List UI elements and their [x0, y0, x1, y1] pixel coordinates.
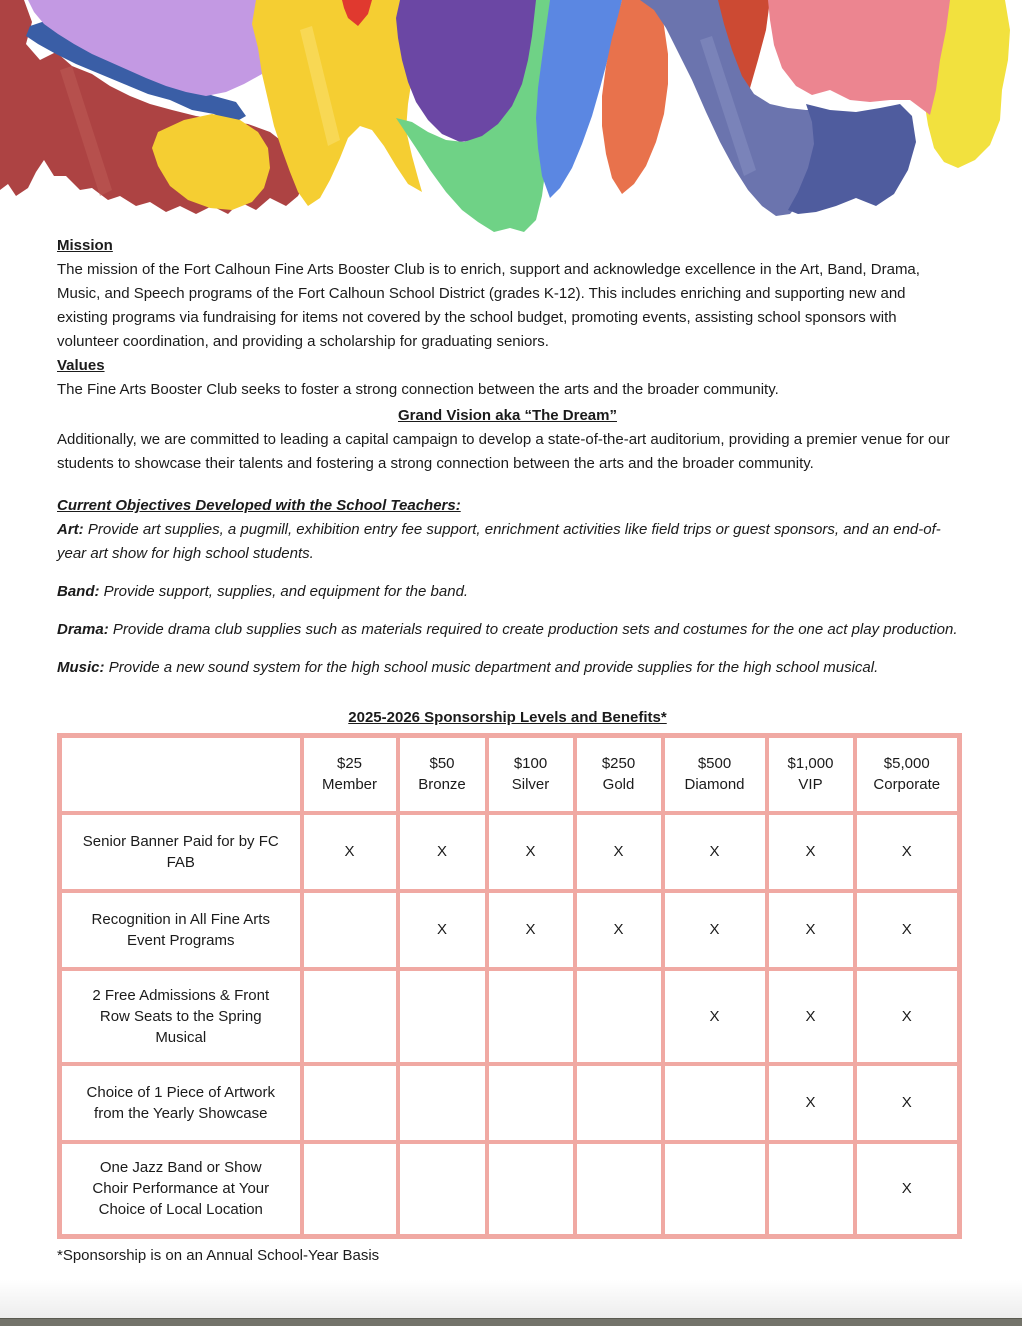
mark-cell: X — [855, 1142, 960, 1237]
tier-header-member: $25 Member — [302, 736, 398, 813]
mark-cell: X — [398, 891, 487, 969]
table-row — [60, 969, 960, 1064]
table-row — [60, 891, 960, 969]
mark-cell: X — [855, 813, 960, 891]
table-row — [60, 1142, 960, 1237]
objective-band-label: Band: — [57, 583, 100, 600]
mark-cell: X — [302, 813, 398, 891]
mark-cell — [302, 1064, 398, 1142]
mark-cell: X — [767, 969, 855, 1064]
header-empty-cell — [60, 736, 302, 813]
mark-cell — [302, 969, 398, 1064]
mark-cell: X — [663, 969, 767, 1064]
values-paragraph: The Fine Arts Booster Club seeks to foster a strong connection between the arts and the broader community. — [57, 381, 779, 398]
benefit-cell: Senior Banner Paid for by FC FAB — [60, 813, 302, 891]
benefit-cell: One Jazz Band or Show Choir Performance at Your Choice of Local Location — [60, 1142, 302, 1237]
objective-band-text: Provide support, supplies, and equipment for the band. — [103, 583, 469, 600]
mission-paragraph: The mission of the Fort Calhoun Fine Arts Booster Club is to enrich, support and acknowledge excellence in the Art, Band, Drama, Music, and Speech programs of the Fort Calhoun School District (grades K-12). This includes enriching and supporting new and existing programs via fundraising for items not covered by the school budget, promoting events, assisting school sponsors with volunteer coordination, and providing a scholarship for graduating seniors. — [57, 261, 920, 350]
header-paint-artwork — [0, 0, 1022, 236]
mark-cell: X — [767, 891, 855, 969]
sponsorship-table — [57, 733, 962, 1239]
mark-cell: X — [767, 813, 855, 891]
table-header-row — [60, 736, 960, 813]
mark-cell — [575, 969, 663, 1064]
benefit-cell: Choice of 1 Piece of Artwork from the Yearly Showcase — [60, 1064, 302, 1142]
tier-header-diamond: $500 Diamond — [663, 736, 767, 813]
brush-stroke-pink — [768, 0, 950, 115]
table-row — [60, 813, 960, 891]
mark-cell: X — [663, 813, 767, 891]
mark-cell: X — [767, 1064, 855, 1142]
mark-cell: X — [487, 813, 575, 891]
sponsorship-table-title: 2025-2026 Sponsorship Levels and Benefits* — [348, 709, 667, 726]
mark-cell — [575, 1142, 663, 1237]
objectives-heading: Current Objectives Developed with the School Teachers: — [57, 497, 461, 514]
tier-header-bronze: $50 Bronze — [398, 736, 487, 813]
mark-cell: X — [855, 1064, 960, 1142]
mark-cell — [575, 1064, 663, 1142]
mark-cell: X — [575, 813, 663, 891]
mission-heading: Mission — [57, 237, 113, 254]
benefit-cell: Recognition in All Fine Arts Event Programs — [60, 891, 302, 969]
tier-header-vip: $1,000 VIP — [767, 736, 855, 813]
objective-band — [57, 580, 958, 604]
objective-art — [57, 518, 958, 566]
objective-art-text: Provide art supplies, a pugmill, exhibition entry fee support, enrichment activities like field trips or guest sponsors, and an end-of-year art show for high school students. — [57, 521, 941, 562]
document-body — [57, 234, 958, 1267]
mark-cell: X — [575, 891, 663, 969]
objective-drama-label: Drama: — [57, 621, 109, 638]
tier-header-corporate: $5,000 Corporate — [855, 736, 960, 813]
mark-cell — [663, 1064, 767, 1142]
mark-cell — [487, 1064, 575, 1142]
values-heading: Values — [57, 357, 105, 374]
tier-header-silver: $100 Silver — [487, 736, 575, 813]
mark-cell — [398, 969, 487, 1064]
mark-cell — [487, 969, 575, 1064]
objective-music — [57, 656, 958, 680]
mark-cell: X — [855, 969, 960, 1064]
table-footnote: *Sponsorship is on an Annual School-Year Basis — [57, 1247, 380, 1264]
objective-music-label: Music: — [57, 659, 105, 676]
objective-music-text: Provide a new sound system for the high school music department and provide supplies for the high school musical. — [108, 659, 879, 676]
mark-cell — [487, 1142, 575, 1237]
page-bottom-bar — [0, 1318, 1022, 1326]
objective-drama — [57, 618, 958, 642]
mark-cell — [767, 1142, 855, 1237]
grand-vision-heading: Grand Vision aka “The Dream” — [398, 407, 617, 424]
mark-cell: X — [398, 813, 487, 891]
grand-vision-paragraph: Additionally, we are committed to leading a capital campaign to develop a state-of-the-art auditorium, providing a premier venue for our students to showcase their talents and fostering a strong connection between the arts and the broader community. — [57, 431, 950, 472]
page-bottom-gradient — [0, 1280, 1022, 1326]
mark-cell: X — [855, 891, 960, 969]
table-row — [60, 1064, 960, 1142]
mark-cell — [398, 1064, 487, 1142]
objective-art-label: Art: — [57, 521, 84, 538]
mark-cell — [302, 1142, 398, 1237]
mark-cell — [302, 891, 398, 969]
mark-cell: X — [487, 891, 575, 969]
benefit-cell: 2 Free Admissions & Front Row Seats to the Spring Musical — [60, 969, 302, 1064]
tier-header-gold: $250 Gold — [575, 736, 663, 813]
mark-cell — [663, 1142, 767, 1237]
mark-cell: X — [663, 891, 767, 969]
objective-drama-text: Provide drama club supplies such as materials required to create production sets and costumes for the one act play production. — [112, 621, 958, 638]
mark-cell — [398, 1142, 487, 1237]
